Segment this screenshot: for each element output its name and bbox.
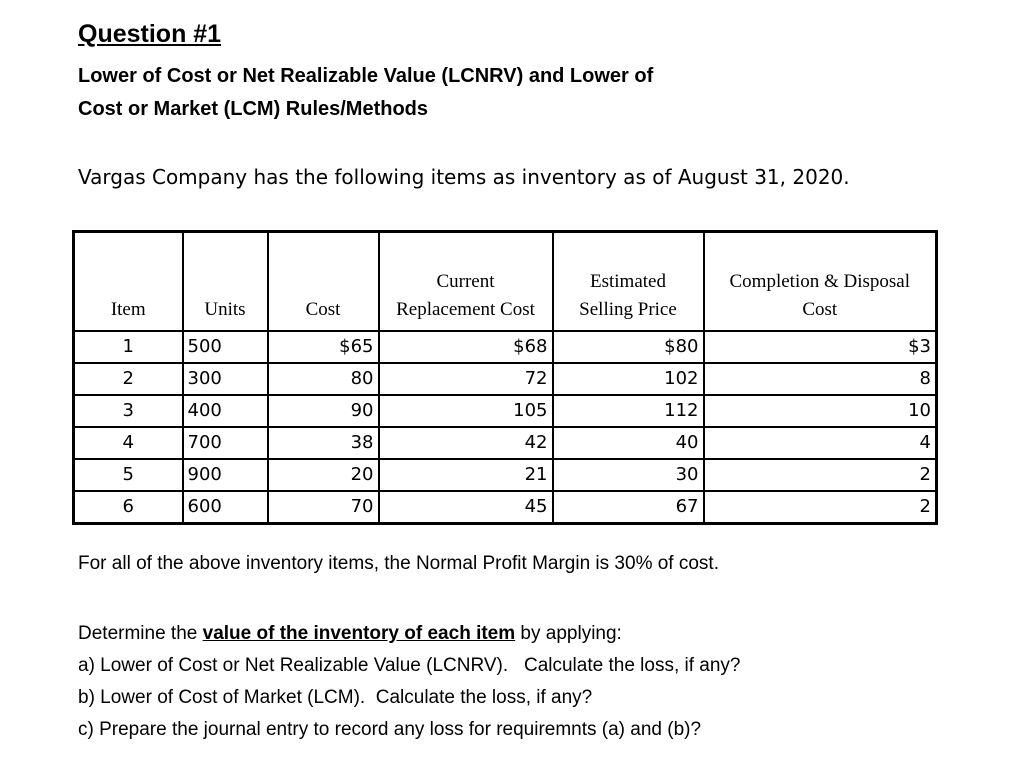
cell-selling-price: 102 [553, 363, 704, 395]
table-row [74, 427, 937, 459]
requirement-a: a) Lower of Cost or Net Realizable Value (LCNRV). Calculate the loss, if any? [78, 655, 741, 676]
instructions [78, 618, 741, 746]
header-current-replacement-cost: Current Replacement Cost [379, 232, 553, 332]
cell-units: 600 [183, 491, 268, 524]
cell-item: 4 [74, 427, 183, 459]
cell-item: 3 [74, 395, 183, 427]
cell-replacement-cost: 105 [379, 395, 553, 427]
cell-completion-cost: 8 [704, 363, 937, 395]
table-row [74, 395, 937, 427]
instructions-lead: Determine the value of the inventory of each item by applying: [78, 623, 622, 644]
header-item: Item [74, 232, 183, 332]
cell-units: 400 [183, 395, 268, 427]
cell-cost: $65 [268, 331, 379, 363]
table-header-row [74, 232, 937, 332]
cell-cost: 70 [268, 491, 379, 524]
instructions-emphasis: value of the inventory of each item [202, 623, 516, 644]
cell-replacement-cost: 21 [379, 459, 553, 491]
header-completion-disposal-cost: Completion & Disposal Cost [704, 232, 937, 332]
cell-units: 300 [183, 363, 268, 395]
question-title: Question #1 [78, 20, 222, 48]
cell-item: 6 [74, 491, 183, 524]
cell-units: 900 [183, 459, 268, 491]
profit-margin-note: For all of the above inventory items, the Normal Profit Margin is 30% of cost. [78, 553, 719, 574]
cell-replacement-cost: 72 [379, 363, 553, 395]
header-estimated-selling-price: Estimated Selling Price [553, 232, 704, 332]
cell-completion-cost: 10 [704, 395, 937, 427]
cell-completion-cost: $3 [704, 331, 937, 363]
header-cost: Cost [268, 232, 379, 332]
header-units: Units [183, 232, 268, 332]
requirement-b: b) Lower of Cost of Market (LCM). Calculate the loss, if any? [78, 687, 593, 708]
cell-completion-cost: 2 [704, 459, 937, 491]
cell-units: 500 [183, 331, 268, 363]
table-row [74, 331, 937, 363]
intro-text: Vargas Company has the following items as inventory as of August 31, 2020. [78, 165, 850, 189]
table-row [74, 459, 937, 491]
cell-cost: 80 [268, 363, 379, 395]
question-subtitle [78, 60, 798, 126]
cell-selling-price: $80 [553, 331, 704, 363]
cell-completion-cost: 4 [704, 427, 937, 459]
subtitle-line-2: Cost or Market (LCM) Rules/Methods [78, 98, 429, 120]
subtitle-line-1: Lower of Cost or Net Realizable Value (LCNRV) and Lower of [78, 65, 654, 87]
requirement-c: c) Prepare the journal entry to record any loss for requiremnts (a) and (b)? [78, 719, 702, 740]
cell-replacement-cost: 45 [379, 491, 553, 524]
cell-selling-price: 30 [553, 459, 704, 491]
cell-replacement-cost: $68 [379, 331, 553, 363]
cell-replacement-cost: 42 [379, 427, 553, 459]
table-row [74, 491, 937, 524]
cell-cost: 20 [268, 459, 379, 491]
table-row [74, 363, 937, 395]
inventory-table [72, 230, 938, 525]
cell-cost: 38 [268, 427, 379, 459]
cell-item: 5 [74, 459, 183, 491]
cell-item: 2 [74, 363, 183, 395]
cell-item: 1 [74, 331, 183, 363]
cell-selling-price: 67 [553, 491, 704, 524]
cell-selling-price: 112 [553, 395, 704, 427]
cell-cost: 90 [268, 395, 379, 427]
cell-units: 700 [183, 427, 268, 459]
cell-completion-cost: 2 [704, 491, 937, 524]
cell-selling-price: 40 [553, 427, 704, 459]
